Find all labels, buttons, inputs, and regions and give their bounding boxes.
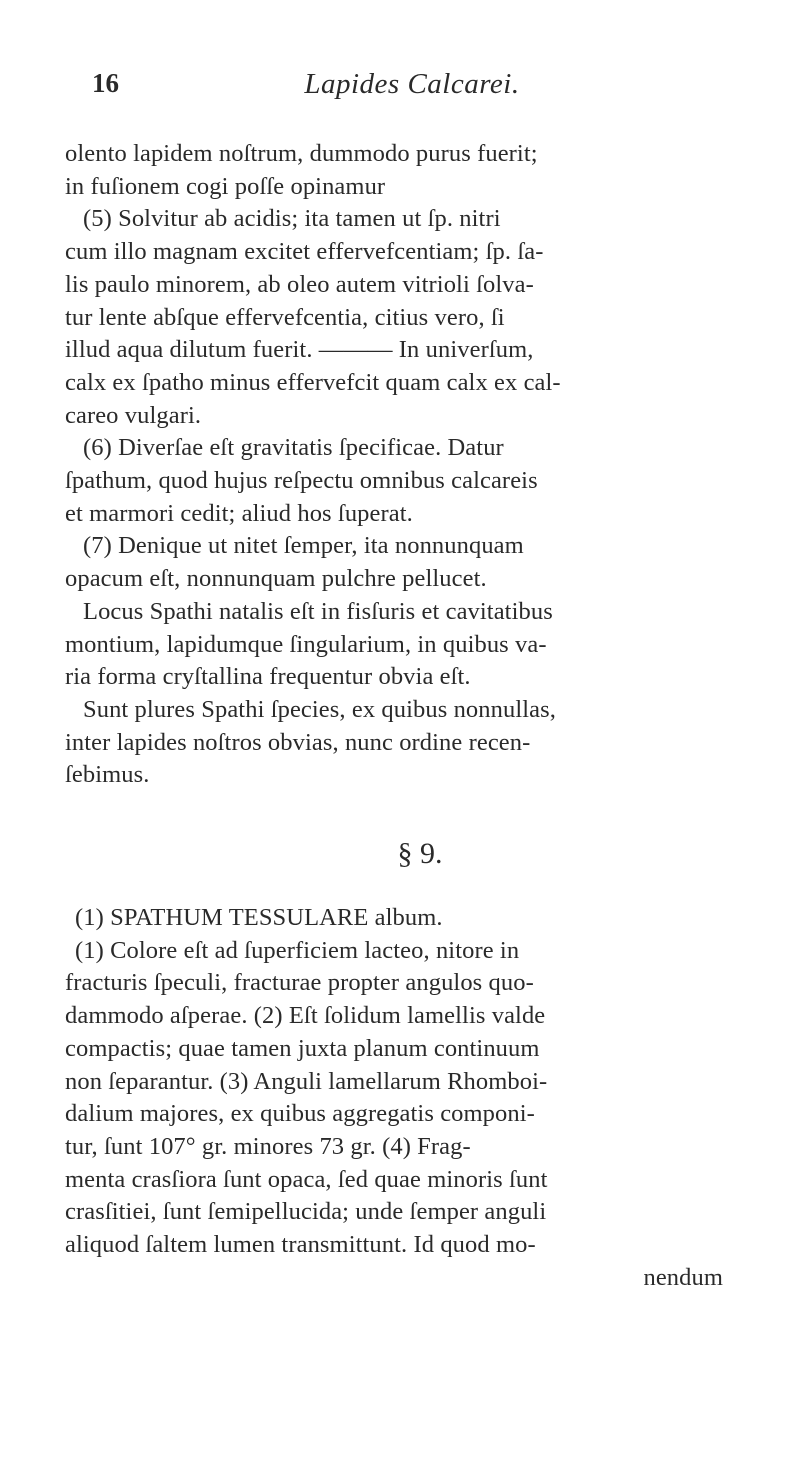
text-line: aliquod ſaltem lumen transmittunt. Id quod mo- xyxy=(65,1231,536,1259)
text-line: in fuſionem cogi poſſe opinamur xyxy=(65,172,386,200)
page-number: 16 xyxy=(92,68,119,98)
text-line: Locus Spathi natalis eſt in fisſuris et cavitatibus xyxy=(83,597,553,625)
text-line: montium, lapidumque ſingularium, in quibus va- xyxy=(65,630,547,658)
text-line: (7) Denique ut nitet ſemper, ita nonnunquam xyxy=(83,532,524,560)
text-line: et marmori cedit; aliud hos ſuperat. xyxy=(65,499,413,527)
text-line: (6) Diverſae eſt gravitatis ſpecificae. Datur xyxy=(83,434,504,462)
text-line: dalium majores, ex quibus aggregatis componi- xyxy=(65,1100,535,1128)
text-line: ſpathum, quod hujus reſpectu omnibus calcareis xyxy=(65,467,538,495)
body-text xyxy=(65,138,735,1295)
text-line: (1) SPATHUM TESSULARE album. xyxy=(75,904,443,932)
text-line: olento lapidem noſtrum, dummodo purus fuerit; xyxy=(65,140,538,167)
text-line: Sunt plures Spathi ſpecies, ex quibus nonnullas, xyxy=(83,695,556,723)
section-heading: § 9. xyxy=(397,837,443,871)
page-header xyxy=(92,68,732,108)
text-line: non ſeparantur. (3) Anguli lamellarum Rhomboi- xyxy=(65,1067,548,1095)
text-line: (1) Colore eſt ad ſuperficiem lacteo, nitore in xyxy=(75,936,520,964)
text-line: illud aqua dilutum fuerit. ——— In univerſum, xyxy=(65,336,534,364)
text-line: crasſitiei, ſunt ſemipellucida; unde ſemper anguli xyxy=(65,1198,547,1226)
running-title: Lapides Calcarei. xyxy=(304,68,520,100)
text-line: dammodo aſperae. (2) Eſt ſolidum lamellis valde xyxy=(65,1002,546,1030)
text-line: tur lente abſque effervefcentia, citius vero, ſi xyxy=(65,303,505,331)
catchword: nendum xyxy=(643,1263,723,1291)
text-line: careo vulgari. xyxy=(65,401,202,429)
text-line: calx ex ſpatho minus effervefcit quam calx ex cal- xyxy=(65,368,561,396)
text-line: ſebimus. xyxy=(65,761,150,789)
text-line: fracturis ſpeculi, fracturae propter angulos quo- xyxy=(65,969,534,997)
text-line: opacum eſt, nonnunquam pulchre pellucet. xyxy=(65,565,487,593)
text-line: tur, ſunt 107° gr. minores 73 gr. (4) Frag- xyxy=(65,1132,471,1160)
text-line: lis paulo minorem, ab oleo autem vitrioli ſolva- xyxy=(65,270,534,298)
text-line: compactis; quae tamen juxta planum continuum xyxy=(65,1034,540,1062)
text-line: inter lapides noſtros obvias, nunc ordine recen- xyxy=(65,728,531,756)
text-line: ria forma cryſtallina frequentur obvia eſt. xyxy=(65,663,471,691)
text-line: (5) Solvitur ab acidis; ita tamen ut ſp. nitri xyxy=(83,205,501,233)
text-line: cum illo magnam excitet effervefcentiam; ſp. ſa- xyxy=(65,238,544,266)
text-line: menta crasſiora ſunt opaca, ſed quae minoris ſunt xyxy=(65,1165,548,1193)
